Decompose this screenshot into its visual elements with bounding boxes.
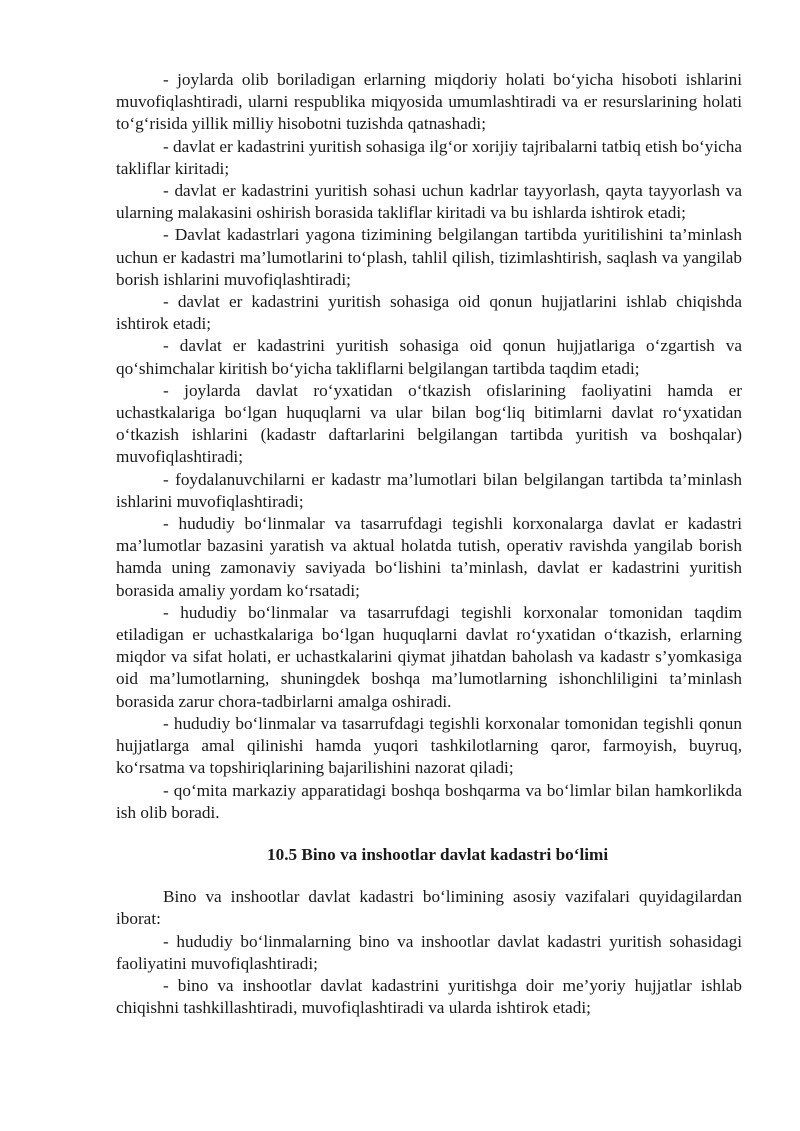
paragraph: - davlat er kadastrini yuritish sohasiga oid qonun hujjatlariga o‘zgartish va qo‘shimchalar kiritish bo‘yicha takliflarni belgilangan tartibda taqdim etadi; (116, 336, 742, 378)
paragraph: - hududiy bo‘linmalar va tasarrufdagi tegishli korxonalar tomonidan tegishli qonun hujjatlarga amal qilinishi hamda yuqori tashkilotlarning qaror, farmoyish, buyruq, ko‘rsatma va topshiriqlarining bajarilishini nazorat qiladi; (116, 713, 742, 778)
paragraph: - davlat er kadastrini yuritish sohasiga oid qonun hujjatlarini ishlab chiqishda ishtirok etadi; (116, 292, 742, 334)
paragraph: - bino va inshootlar davlat kadastrini yuritishga doir me’yoriy hujjatlar ishlab chiqishni tashkillashtiradi, muvofiqlashtiradi va ularda ishtirok etadi; (116, 975, 742, 1018)
paragraph: - joylarda olib boriladigan erlarning miqdoriy holati bo‘yicha hisoboti ishlarini muvofiqlashtiradi, ularni respublika miqyosida umumlashtiradi va er resurslarining holati to‘g‘risida yillik milliy hisobotni tuzishda qatnashadi; (116, 70, 742, 134)
paragraph: - hududiy bo‘linmalar va tasarrufdagi tegishli korxonalar tomonidan taqdim etiladigan er uchastkalariga bo‘lgan huquqlarni davlat ro‘yxatidan o‘tkazish, erlarning miqdor va sifat holati, er uchastkalarini qiymat jihatdan baholash va kadastr s’yomkasiga oid ma’lumotlarning, shuningdek boshqa ma’lumotlarning ishonchliligini ta’minlash borasida zarur chora-tadbirlarni amalga oshiradi. (116, 602, 742, 711)
paragraph: - Davlat kadastrlari yagona tizimining belgilangan tartibda yuritilishini ta’minlash uchun er kadastri ma’lumotlarini to‘plash, tahlil qilish, tizimlashtirish, saqlash va yangilab borish ishlarini muvofiqlashtiradi; (116, 225, 742, 289)
paragraph: - hududiy bo‘linmalar va tasarrufdagi tegishli korxonalarga davlat er kadastri ma’lumotlar bazasini yaratish va aktual holatda tutish, operativ ravishda yangilab borish hamda uning zamonaviy saviyada bo‘lishini ta’minlash, davlat er kadastrini yuritish borasida amaliy yordam ko‘rsatadi; (116, 514, 742, 600)
paragraph: Bino va inshootlar davlat kadastri bo‘limining asosiy vazifalari quyidagilardan iborat: (116, 887, 742, 929)
paragraph: - joylarda davlat ro‘yxatidan o‘tkazish ofislarining faoliyatini hamda er uchastkalariga bo‘lgan huquqlarni va ular bilan bog‘liq bitimlarni davlat ro‘yxatidan o‘tkazish ishlarini (kadastr daftarlarini belgilangan tartibda yuritish va boshqalar) muvofiqlashtiradi; (116, 380, 742, 467)
paragraph: - hududiy bo‘linmalarning bino va inshootlar davlat kadastri yuritish sohasidagi faoliyatini muvofiqlashtiradi; (116, 931, 742, 973)
paragraph: - qo‘mita markaziy apparatidagi boshqa boshqarma va bo‘limlar bilan hamkorlikda ish olib boradi. (116, 780, 742, 822)
section-heading: 10.5 Bino va inshootlar davlat kadastri bo‘limi (267, 844, 609, 864)
paragraph: - davlat er kadastrini yuritish sohasi uchun kadrlar tayyorlash, qayta tayyorlash va ularning malakasini oshirish borasida takliflar kiritadi va bu ishlarda ishtirok etadi; (116, 181, 742, 223)
paragraph: - davlat er kadastrini yuritish sohasiga ilg‘or xorijiy tajribalarni tatbiq etish bo‘yicha takliflar kiritadi; (116, 136, 742, 178)
paragraph: - foydalanuvchilarni er kadastr ma’lumotlari bilan belgilangan tartibda ta’minlash ishlarini muvofiqlashtiradi; (116, 469, 742, 511)
document-page (116, 69, 742, 1019)
